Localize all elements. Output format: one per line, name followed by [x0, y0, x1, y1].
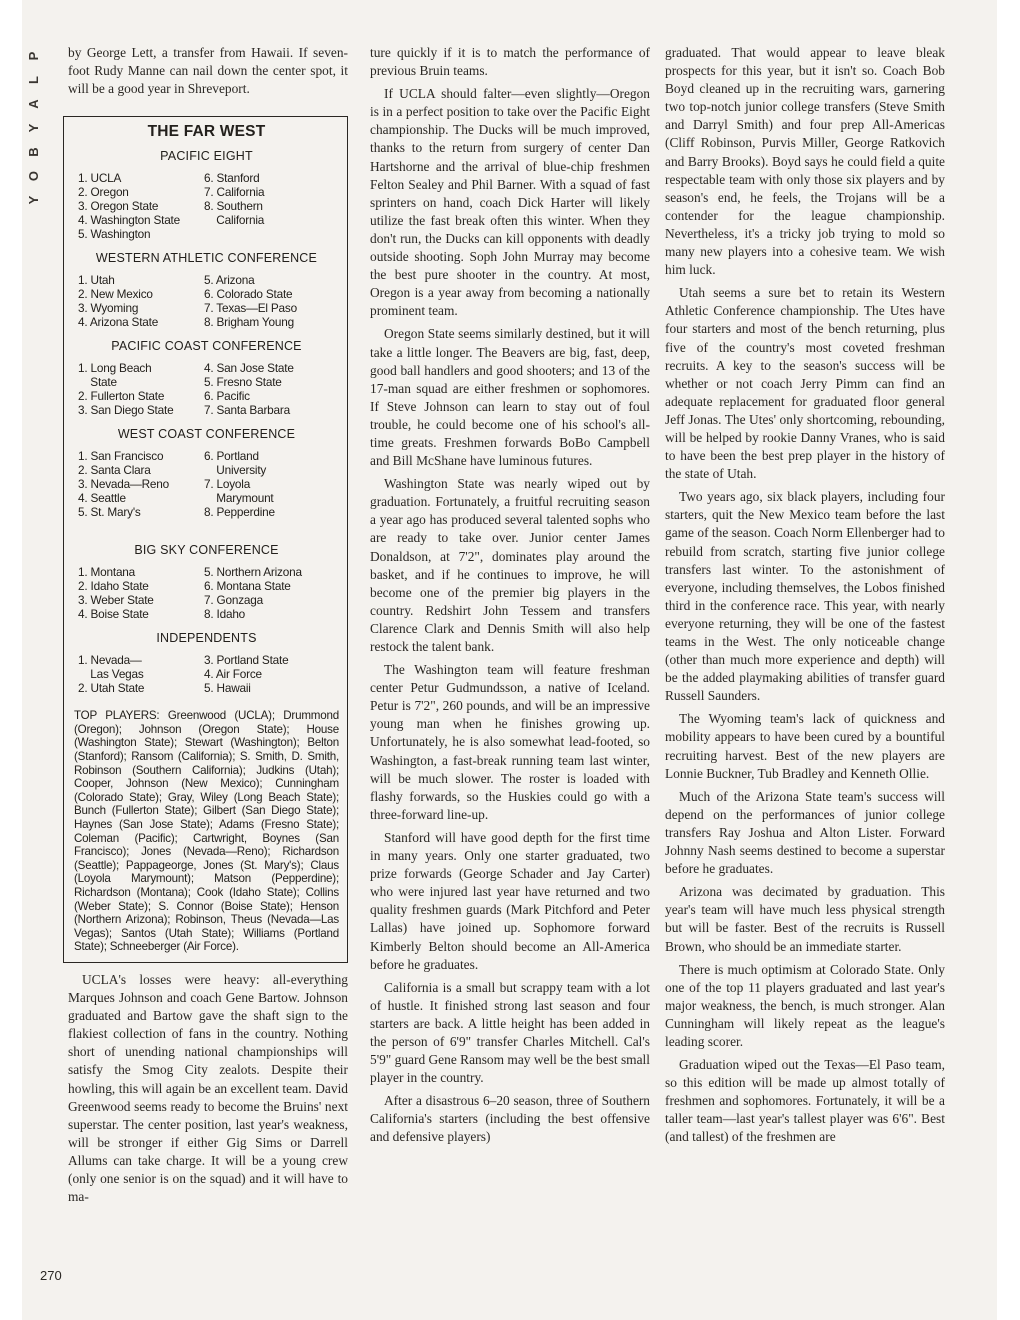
team-entry: 5. Fresno State: [204, 375, 282, 390]
conference-teams: [74, 273, 339, 329]
team-entry: California: [204, 213, 265, 228]
sidebar-letter: A: [26, 99, 41, 109]
conference-teams: [74, 361, 339, 417]
paragraph: Oregon State seems similarly destined, but it will take a little longer. The Beavers are big, fast, deep, good ball handlers and good shooters; and 13 of the 17-man squad are either freshmen or sophomores. If Steve Johnson can learn to stay out of foul trouble, he could become one of his school's all-time greats. Freshmen forwards BoBo Campbell and Bill McShane have luminous futures.: [370, 326, 650, 469]
team-entry: 1. Long Beach: [78, 361, 152, 376]
team-entry: 1. Utah: [78, 273, 115, 288]
conference-title: PACIFIC EIGHT: [160, 149, 253, 164]
team-entry: [200, 227, 339, 241]
sidebar-letter: L: [26, 76, 41, 84]
paragraph: Stanford will have good depth for the first time in many years. Only one starter graduated, two prize forwards (George Schader and Jay Carter) who were injured last year have returned and two quality freshmen guards (Mark Pitchford and Peter Lallas) have joined up. Sophomore forward Kimberly Belton should become an All-America before he graduates.: [370, 829, 650, 972]
article-column-1: [68, 44, 348, 1211]
team-entry: 5. Washington: [78, 227, 151, 242]
conference-title: WESTERN ATHLETIC CONFERENCE: [95, 251, 318, 266]
team-entry: 3. Portland State: [204, 653, 289, 668]
top-players: TOP PLAYERS: Greenwood (UCLA); Drummond (Oregon); Johnson (Oregon State); House (Washington State); Stewart (Washington); Belton (Stanford); Ransom (California); S. Smith, D. Smith, Robinson (Southern California); Judkins (Utah); Cooper, Johnson (New Mexico); Cunningham (Colorado State); Gray, Wiley (Long Beach State); Bunch (Fullerton State); Gilbert (San Diego State); Haynes (San Jose State); Adams (Fresno State); Coleman (Pacific); Cartwright, Boynes (San Francisco); Jones (Nevada—Reno); Richardson (Seattle); Pappageorge, Jones (St. Mary's); Claus (Loyola Marymount); Matson (Pepperdine); Richardson (Montana); Cook (Idaho State); Collins (Weber State); S. Connor (Boise State); Henson (Northern Arizona); Robinson, Theus (Nevada—Las Vegas); Santos (Utah State); Williams (Portland State); Schneeberger (Air Force).: [74, 709, 339, 954]
paragraph: by George Lett, a transfer from Hawaii. If seven-foot Rudy Manne can nail down the center spot, it will be a good year in Shreveport.: [68, 45, 348, 97]
team-entry: 7. Loyola: [204, 477, 251, 492]
sidebar-letter: P: [26, 51, 41, 61]
team-entry: 3. Weber State: [78, 593, 154, 608]
team-entry: 2. Oregon: [78, 185, 129, 200]
team-entry: State: [78, 375, 117, 390]
team-entry: 6. Stanford: [204, 171, 260, 186]
paragraph: California is a small but scrappy team with a lot of hustle. It finished strong last season and four starters are back. A little height has been added in the person of 6'9" transfer Charles Mitchell. Cal's 5'9" guard Gene Ransom may well be the best small player in the country.: [370, 979, 650, 1086]
team-entry: Las Vegas: [78, 667, 144, 682]
conference-teams: [74, 449, 339, 533]
team-entry: 2. Utah State: [78, 681, 145, 696]
paragraph: The Wyoming team's lack of quickness and mobility appears to have been cured by a bountiful recruiting harvest. Best of the new players are Lonnie Buckner, Tub Bradley and Kenneth Ollie.: [665, 711, 945, 781]
team-entry: [200, 519, 339, 533]
conference-teams: [74, 171, 339, 241]
team-entry: 8. Southern: [204, 199, 263, 214]
box-title: THE FAR WEST: [147, 123, 266, 141]
team-entry: 1. UCLA: [78, 171, 122, 186]
paragraph: After a disastrous 6–20 season, three of Southern California's starters (including the best offensive and defensive players): [370, 1093, 650, 1145]
team-entry: 6. Portland: [204, 449, 259, 464]
team-entry: 6. Colorado State: [204, 287, 293, 302]
paragraph: Graduation wiped out the Texas—El Paso team, so this edition will be made up almost totally of freshmen and sophomores. Fortunately, it will be a taller team—last year's tallest player was 6'6". Best (and tallest) of the freshmen are: [665, 1057, 945, 1145]
team-entry: [74, 519, 200, 533]
team-entry: 8. Brigham Young: [204, 315, 294, 330]
team-entry: 5. Northern Arizona: [204, 565, 302, 580]
paragraph: There is much optimism at Colorado State. Only one of the top 11 players graduated and last year's major weakness, the bench, is much stronger. Alan Cunningham will likely repeat as the league's leading scorer.: [665, 961, 945, 1049]
article-column-2: [370, 44, 650, 1152]
paragraph: Utah seems a sure bet to retain its Western Athletic Conference championship. The Utes have four starters and most of the bench returning, plus five of the country's most coveted freshman recruits. A key to the season's success will be whether or not coach Jerry Pimm can find an adequate replacement for graduated floor general Jeff Jonas. The Utes' only shortcoming, rebounding, will be helped by rookie Danny Vranes, who is said to have been the best prep player in the history of the state of Utah.: [665, 285, 945, 482]
paragraph: Washington State was nearly wiped out by graduation. Fortunately, a fruitful recruiting season a year ago has produced several talented sophs who are ready to take over. Junior center James Donaldson, at 7'2", dominates play around the basket, and if he continues to improve, he will become one of the premier big players in the country. Redshirt John Tessem and transfers Clarence Clark and Dennis Smith will also help restock the talent bank.: [370, 476, 650, 654]
team-entry: 2. New Mexico: [78, 287, 153, 302]
sidebar-letter: Y: [26, 123, 41, 133]
conference-title: WEST COAST CONFERENCE: [117, 427, 296, 442]
team-entry: 6. Montana State: [204, 579, 291, 594]
team-entry: 2. Santa Clara: [78, 463, 151, 478]
conference-teams: [74, 653, 339, 695]
team-entry: 4. Seattle: [78, 491, 126, 506]
conference-list: [74, 149, 339, 695]
team-entry: 7. California: [204, 185, 265, 200]
team-entry: 3. Nevada—Reno: [78, 477, 169, 492]
conference-title: BIG SKY CONFERENCE: [134, 543, 279, 558]
team-entry: University: [204, 463, 267, 478]
team-entry: 3. Wyoming: [78, 301, 139, 316]
team-entry: 3. San Diego State: [78, 403, 174, 418]
sidebar-letter: O: [26, 170, 41, 182]
sidebar-letter: Y: [26, 195, 41, 205]
team-entry: 5. Hawaii: [204, 681, 251, 696]
paragraph: If UCLA should falter—even slightly—Oregon is in a perfect position to take over the Pacific Eight championship. The Ducks will be much improved, thanks to the return from surgery of center Dan Hartshorne and the arrival of blue-chip freshmen Felton Sealey and Phil Barner. With a squad of fast sprinters on hand, coach Dick Harter will likely utilize the fast break often this winter. When they don't run, the Ducks can kill opponents with deadly outside shooting. Soph John Murray may become the best pure shooter in the country. At most, Oregon is a year away from becoming a nationally prominent team.: [370, 86, 650, 319]
paragraph: Much of the Arizona State team's success will depend on the performances of junior college transfers Ray Joshua and Alton Lister. Forward Johnny Nash seems destined to become a superstar before he graduates.: [665, 788, 945, 877]
team-entry: 5. Arizona: [204, 273, 255, 288]
team-entry: 4. Arizona State: [78, 315, 159, 330]
conference-teams: [74, 565, 339, 621]
paragraph: Arizona was decimated by graduation. This year's team will have much less physical strength but will be faster. Best of the recruits is Russell Brown, who should be an immediate starter.: [665, 884, 945, 954]
team-entry: 1. San Francisco: [78, 449, 164, 464]
team-entry: 4. Boise State: [78, 607, 149, 622]
team-entry: 4. Air Force: [204, 667, 262, 682]
team-entry: 7. Santa Barbara: [204, 403, 290, 418]
team-entry: 2. Fullerton State: [78, 389, 165, 404]
paragraph: Two years ago, six black players, including four starters, quit the New Mexico team before the last game of the season. Coach Norm Ellenberger had to rebuild from scratch, starting five junior college transfers last winter. To the astonishment of everyone, including themselves, the Lobos finished third in the conference race. This year, with nearly everyone returning, they will be one of the fastest teams in the West. The only noticeable change (other than much more experience and depth) will be the added playmaking abilities of transfer guard Russell Saunders.: [665, 489, 945, 704]
team-entry: 8. Idaho: [204, 607, 246, 622]
team-entry: 7. Texas—El Paso: [204, 301, 297, 316]
team-entry: 4. San Jose State: [204, 361, 294, 376]
team-entry: Marymount: [204, 491, 274, 506]
paragraph: graduated. That would appear to leave bleak prospects for this year, but it isn't so. Coach Bob Boyd cleaned up in the recruiting wars, garnering two top-notch junior college transfers (Steve Smith and Darryl Smith) and four prep All-Americas (Cliff Robinson, Purvis Miller, George Ratkovich and Barry Brooks). Boyd says he could field a quite respectable team with only those six players and by season's end, he feels, the Trojans will be a contender for the league championship. Nevertheless, it's a tricky job trying to mold so many new players into a cohesive team. We wish him luck.: [665, 45, 945, 278]
page-number: 270: [40, 1268, 62, 1283]
sidebar-magazine-name: [26, 44, 42, 212]
paragraph: UCLA's losses were heavy: all-everything Marques Johnson and coach Gene Bartow. Johnson graduated and Bartow gave the shaft sign to the flakiest collection of fans in the country. Nothing short of unending national championships will satisfy the Smog City zealots. Despite their howling, this will again be an excellent team. David Greenwood seems ready to become the Bruins' next superstar. The center position, last year's weakness, will be stronger if either Gig Sims or Darrell Allums can take charge. It will be a young crew (only one senior is on the squad) and it will have to ma-: [68, 971, 348, 1205]
conference-title: PACIFIC COAST CONFERENCE: [111, 339, 302, 354]
paragraph: ture quickly if it is to match the performance of previous Bruin teams.: [370, 45, 650, 79]
team-entry: 4. Washington State: [78, 213, 180, 228]
team-entry: 7. Gonzaga: [204, 593, 263, 608]
team-entry: 6. Pacific: [204, 389, 250, 404]
conference-title: INDEPENDENTS: [156, 631, 257, 646]
paragraph: The Washington team will feature freshman center Petur Gudmundsson, a native of Iceland. Petur is 7'2", 260 pounds, and will be an impressive young man when he finishes growing up. Unfortunately, he is also somewhat lead-footed, so Washington, a fast-break running team last winter, will be much slower. The roster is loaded with flashy forwards, so the Huskies could go with a three-forward line-up.: [370, 662, 650, 822]
sidebar-letter: B: [26, 147, 41, 157]
team-entry: 3. Oregon State: [78, 199, 159, 214]
standings-box: [63, 116, 348, 963]
page-edge: [0, 0, 22, 1320]
team-entry: 8. Pepperdine: [204, 505, 275, 520]
article-column-3: [665, 44, 945, 1152]
team-entry: 2. Idaho State: [78, 579, 149, 594]
team-entry: 5. St. Mary's: [78, 505, 141, 520]
team-entry: 1. Montana: [78, 565, 136, 580]
team-entry: 1. Nevada—: [78, 653, 142, 668]
